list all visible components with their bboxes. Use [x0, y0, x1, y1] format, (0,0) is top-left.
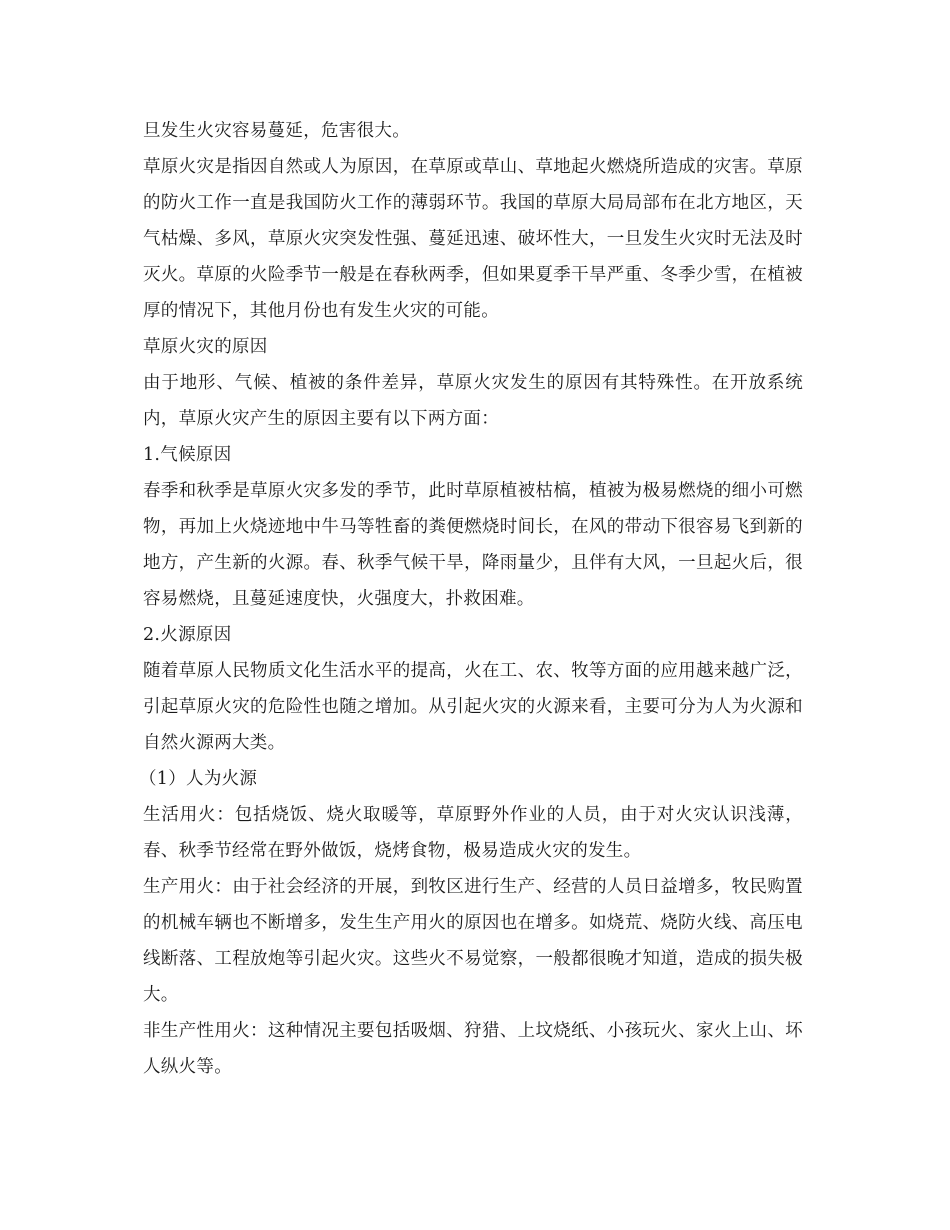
paragraph-living-fire: 生活用火：包括烧饭、烧火取暖等，草原野外作业的人员，由于对火灾认识浅薄，春、秋季节经常在野外做饭，烧烤食物，极易造成火灾的发生。: [143, 805, 803, 861]
subheading-human-source: （1）人为火源: [139, 769, 258, 789]
subheading-fire-source: 2.火源原因: [143, 625, 232, 645]
document-body: [139, 113, 803, 1085]
section-heading-causes: 草原火灾的原因: [143, 337, 268, 357]
paragraph-production-fire: 生产用火：由于社会经济的开展，到牧区进行生产、经营的人员日益增多，牧民购置的机械车辆也不断增多，发生生产用火的原因也在增多。如烧荒、烧防火线、高压电线断落、工程放炮等引起火灾。这些火不易觉察，一般都很晚才知道，造成的损失极大。: [143, 877, 803, 1005]
paragraph-nonproduction-fire: 非生产性用火：这种情况主要包括吸烟、狩猎、上坟烧纸、小孩玩火、家火上山、坏人纵火等。: [143, 1021, 803, 1077]
paragraph-climate: 春季和秋季是草原火灾多发的季节，此时草原植被枯槁，植被为极易燃烧的细小可燃物，再加上火烧迹地中牛马等牲畜的粪便燃烧时间长，在风的带动下很容易飞到新的地方，产生新的火源。春、秋季气候干旱，降雨量少，且伴有大风，一旦起火后，很容易燃烧，且蔓延速度快，火强度大，扑救困难。: [143, 481, 803, 609]
paragraph-causes-intro: 由于地形、气候、植被的条件差异，草原火灾发生的原因有其特殊性。在开放系统内，草原火灾产生的原因主要有以下两方面：: [143, 373, 803, 429]
paragraph-definition: 草原火灾是指因自然或人为原因，在草原或草山、草地起火燃烧所造成的灾害。草原的防火工作一直是我国防火工作的薄弱环节。我国的草原大局局部布在北方地区，天气枯燥、多风，草原火灾突发性强、蔓延迅速、破坏性大，一旦发生火灾时无法及时灭火。草原的火险季节一般是在春秋两季，但如果夏季干旱严重、冬季少雪，在植被厚的情况下，其他月份也有发生火灾的可能。: [143, 157, 803, 321]
paragraph-continuation: 旦发生火灾容易蔓延，危害很大。: [143, 121, 410, 141]
paragraph-fire-source: 随着草原人民物质文化生活水平的提高，火在工、农、牧等方面的应用越来越广泛，引起草原火灾的危险性也随之增加。从引起火灾的火源来看，主要可分为人为火源和自然火源两大类。: [143, 661, 803, 753]
subheading-climate: 1.气候原因: [143, 445, 232, 465]
